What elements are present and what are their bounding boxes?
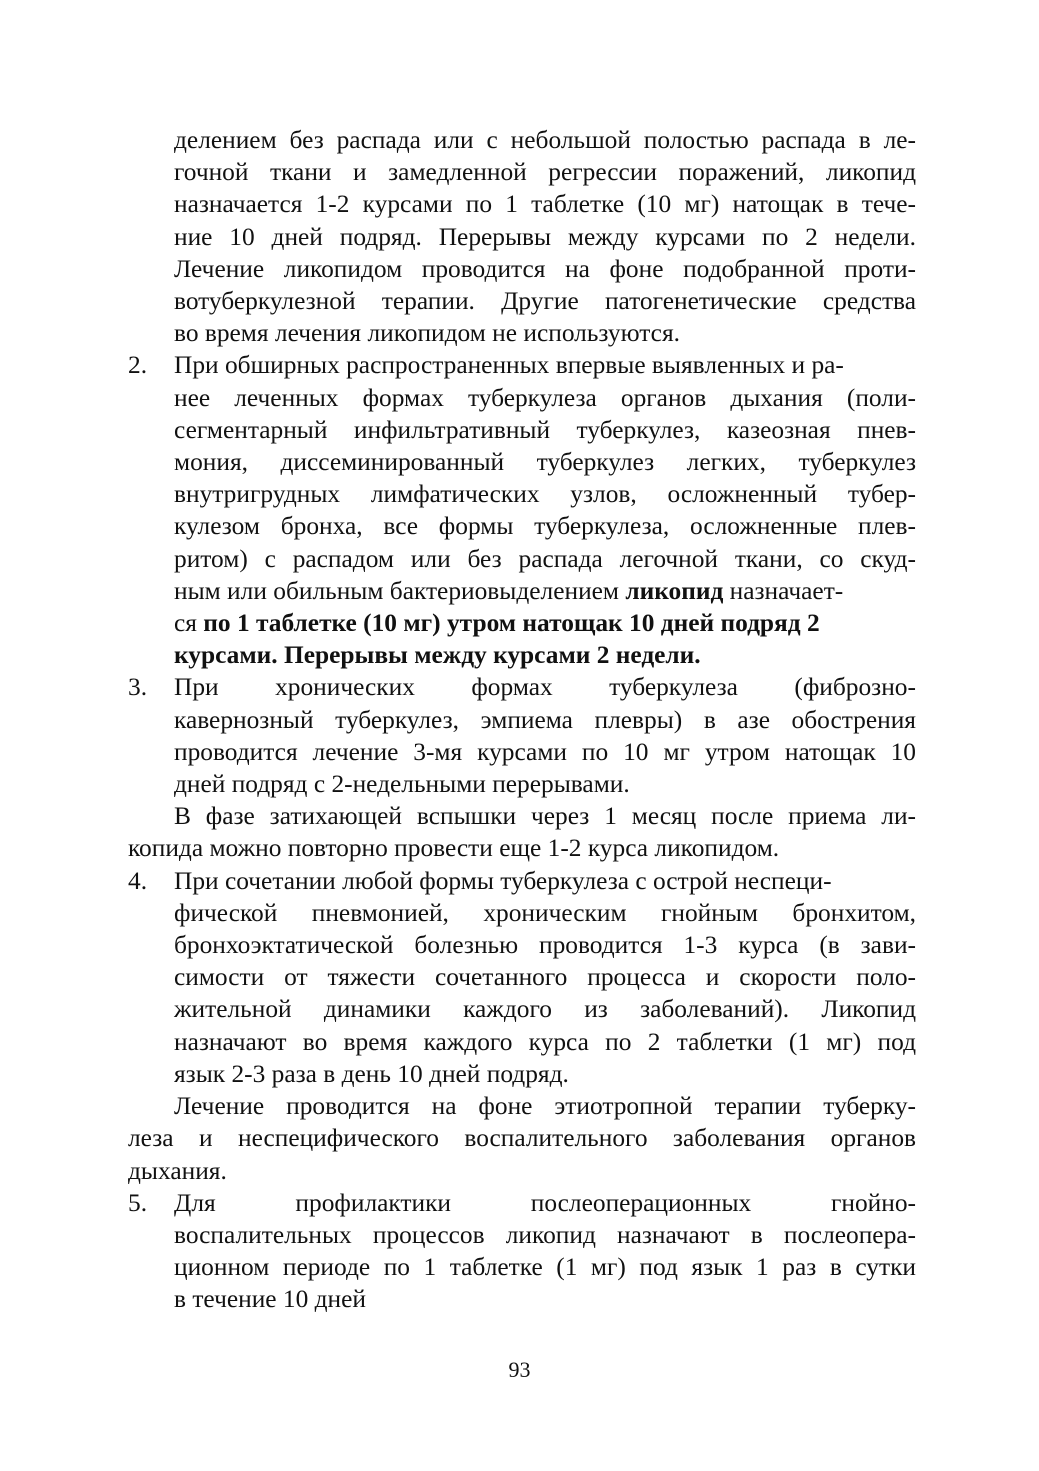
text-line: Лечение ликопидом проводится на фоне подобранной проти- xyxy=(174,254,916,283)
page-number: 93 xyxy=(508,1357,531,1382)
bold-dosage-text: курсами. Перерывы между курсами 2 недели. xyxy=(174,641,701,670)
text-line: нее леченных формах туберкулеза органов дыхания (поли- xyxy=(174,383,916,412)
word: (фиброзно- xyxy=(794,673,916,702)
paragraph-line xyxy=(128,1090,916,1122)
text-line: копида можно повторно провести еще 1-2 курса ликопидом. xyxy=(128,834,780,863)
text-line: вотуберкулезной терапии. Другие патогенетические средства xyxy=(174,287,916,316)
paragraph-line xyxy=(128,897,916,929)
text-line: гочной ткани и замедленной регрессии поражений, ликопид xyxy=(174,158,916,187)
text-line: во время лечения ликопидом не используются. xyxy=(174,319,680,348)
paragraph-line xyxy=(128,414,916,446)
word: туберкулеза xyxy=(609,673,738,702)
text-line: При обширных распространенных впервые выявленных и ра- xyxy=(174,351,844,380)
text-line: мония, диссеминированный туберкулез легких, туберкулез xyxy=(174,448,916,477)
page-body xyxy=(128,124,916,1316)
paragraph-line xyxy=(128,607,916,639)
list-item-3-first-line xyxy=(128,671,916,703)
paragraph-line xyxy=(128,1155,916,1187)
paragraph-line xyxy=(128,961,916,993)
word: формах xyxy=(471,673,553,702)
paragraph-line xyxy=(128,768,916,800)
text-line: ным или обильным бактериовыделением xyxy=(174,576,626,605)
text-line: леза и неспецифического воспалительного заболевания органов xyxy=(128,1124,916,1153)
text-line: В фазе затихающей вспышки через 1 месяц после приема ли- xyxy=(174,802,916,831)
text-line: проводится лечение 3-мя курсами по 10 мг утром натощак 10 xyxy=(174,737,916,766)
list-number: 3. xyxy=(128,673,148,702)
text-line: кулезом бронха, все формы туберкулеза, осложненные плев- xyxy=(174,512,916,541)
list-item-5-first-line xyxy=(128,1187,916,1219)
text-line: ционном периоде по 1 таблетке (1 мг) под язык 1 раз в сутки xyxy=(174,1253,916,1282)
text-line: ся xyxy=(174,609,204,638)
paragraph-line xyxy=(128,1219,916,1251)
paragraph-line xyxy=(128,736,916,768)
text-line: Лечение проводится на фоне этиотропной терапии туберку- xyxy=(174,1092,916,1121)
paragraph-line xyxy=(128,253,916,285)
paragraph-line xyxy=(128,156,916,188)
paragraph-line xyxy=(128,446,916,478)
paragraph-line xyxy=(128,993,916,1025)
paragraph-line xyxy=(128,543,916,575)
word: При xyxy=(174,673,219,702)
bold-drug-name: ликопид xyxy=(625,576,724,605)
text-line: назначают во время каждого курса по 2 таблетки (1 мг) под xyxy=(174,1027,916,1056)
text-line: язык 2-3 раза в день 10 дней подряд. xyxy=(174,1059,569,1088)
text-line: воспалительных процессов ликопид назначают в послеопера- xyxy=(174,1220,916,1249)
paragraph-line xyxy=(128,1122,916,1154)
text-line: назначается 1-2 курсами по 1 таблетке (10 мг) натощак в тече- xyxy=(174,190,916,219)
justified-words xyxy=(174,1187,916,1219)
list-number: 5. xyxy=(128,1188,148,1217)
text-line: внутригрудных лимфатических узлов, осложненный тубер- xyxy=(174,480,916,509)
word: Для xyxy=(174,1188,216,1217)
paragraph-line xyxy=(128,382,916,414)
justified-words xyxy=(174,671,916,703)
paragraph-line xyxy=(128,317,916,349)
text-line: жительной динамики каждого из заболеваний). Ликопид xyxy=(174,995,916,1024)
text-line: дыхания. xyxy=(128,1156,227,1185)
word: гнойно- xyxy=(830,1188,916,1217)
paragraph-line xyxy=(128,1058,916,1090)
text-line: ние 10 дней подряд. Перерывы между курсами по 2 недели. xyxy=(174,222,916,251)
paragraph-line xyxy=(128,1251,916,1283)
list-item-4-first-line xyxy=(128,865,916,897)
paragraph-line xyxy=(128,575,916,607)
text-line: делением без распада или с небольшой полостью распада в ле- xyxy=(174,126,916,154)
paragraph-line xyxy=(128,639,916,671)
bold-dosage-text: по 1 таблетке (10 мг) утром натощак 10 дней подряд 2 xyxy=(203,609,820,638)
text-line: ритом) с распадом или без распада легочной ткани, со скуд- xyxy=(174,544,916,573)
paragraph-line xyxy=(128,221,916,253)
paragraph-line xyxy=(128,124,916,156)
text-line: сегментарный инфильтративный туберкулез, казеозная пнев- xyxy=(174,415,916,444)
paragraph-line xyxy=(128,478,916,510)
list-number: 4. xyxy=(128,866,148,895)
paragraph-line xyxy=(128,704,916,736)
paragraph-line xyxy=(128,1026,916,1058)
text-line: фической пневмонией, хроническим гнойным бронхитом, xyxy=(174,898,916,927)
paragraph-line xyxy=(128,188,916,220)
list-number: 2. xyxy=(128,351,148,380)
text-line: При сочетании любой формы туберкулеза с острой неспеци- xyxy=(174,866,832,895)
paragraph-line xyxy=(128,929,916,961)
paragraph-line xyxy=(128,800,916,832)
list-item-2-first-line xyxy=(128,349,916,381)
word: послеоперационных xyxy=(530,1188,752,1217)
paragraph-line xyxy=(128,510,916,542)
word: профилактики xyxy=(295,1188,451,1217)
paragraph-line xyxy=(128,285,916,317)
paragraph-line xyxy=(128,832,916,864)
text-line: бронхоэктатической болезнью проводится 1-3 курса (в зави- xyxy=(174,931,916,960)
text-line: симости от тяжести сочетанного процесса и скорости поло- xyxy=(174,963,916,992)
text-line: в течение 10 дней xyxy=(174,1285,367,1314)
text-line: дней подряд с 2-недельными перерывами. xyxy=(174,770,630,799)
text-line: кавернозный туберкулез, эмпиема плевры) в азе обострения xyxy=(174,705,916,734)
text-line: назначает- xyxy=(723,576,844,605)
paragraph-line xyxy=(128,1283,916,1315)
word: хронических xyxy=(275,673,415,702)
